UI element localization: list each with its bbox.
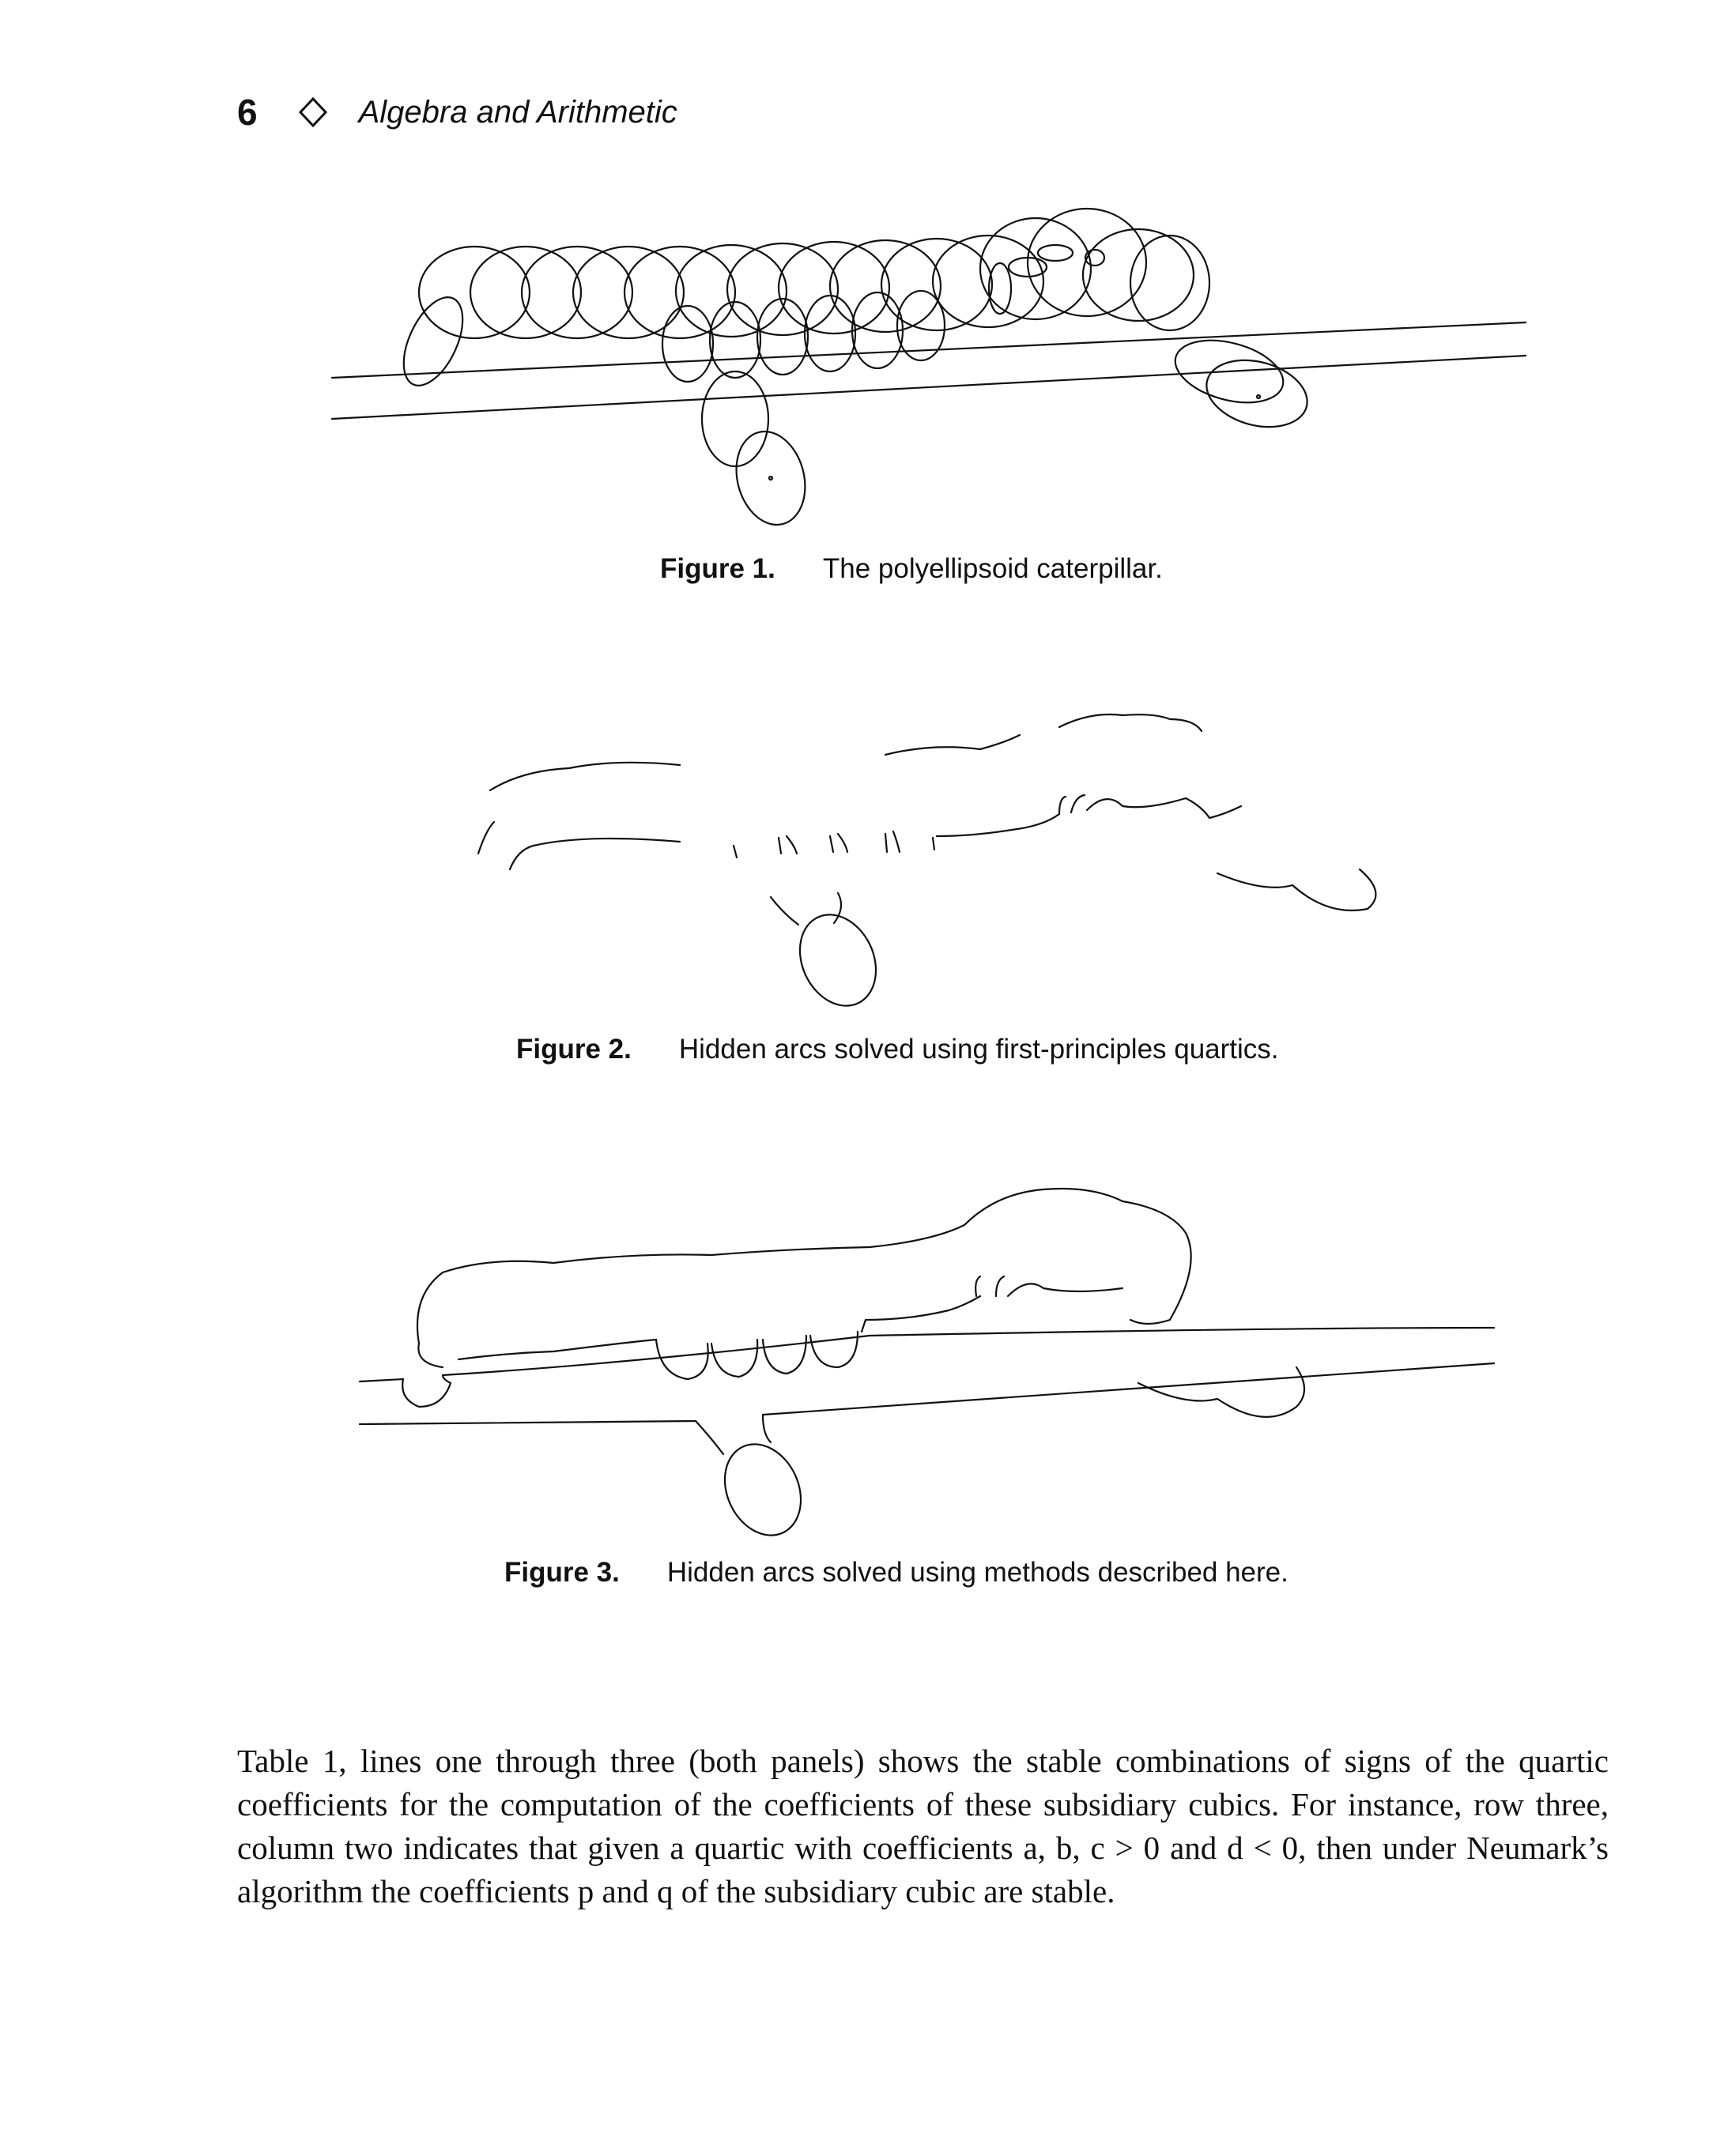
diamond-outline-icon xyxy=(297,96,329,128)
figure-3 xyxy=(0,1170,1713,1612)
figure-2-caption-text: Hidden arcs solved using first-principles quartics. xyxy=(678,1034,1279,1065)
figure-3-caption xyxy=(504,1557,1289,1589)
figure-2-drawing xyxy=(0,695,1713,1075)
figure-2-caption xyxy=(516,1034,1279,1065)
running-title: Algebra and Arithmetic xyxy=(358,94,677,130)
running-header xyxy=(237,89,677,136)
figure-1-caption xyxy=(660,553,1163,585)
figure-2 xyxy=(0,695,1713,1075)
figure-1-caption-text: The polyellipsoid caterpillar. xyxy=(822,553,1163,584)
figure-1 xyxy=(0,190,1713,601)
figure-2-label: Figure 2. xyxy=(516,1034,632,1065)
body-paragraph: Table 1, lines one through three (both panels) shows the stable combinations of signs of the quartic coefficients for the computation of the coefficients of these subsidiary cubics. For instance, row three, column two indicates that given a quartic with coefficients a, b, c > 0 and d < 0, then under Neumark’s algorithm the coefficients p and q of the subsidiary cubic are stable. xyxy=(237,1743,1609,1909)
figure-1-drawing xyxy=(0,190,1713,601)
figure-3-drawing xyxy=(0,1170,1713,1612)
page-number: 6 xyxy=(237,92,258,133)
figure-1-label: Figure 1. xyxy=(660,553,775,584)
figure-3-label: Figure 3. xyxy=(504,1557,620,1588)
figure-3-caption-text: Hidden arcs solved using methods described here. xyxy=(666,1557,1289,1588)
